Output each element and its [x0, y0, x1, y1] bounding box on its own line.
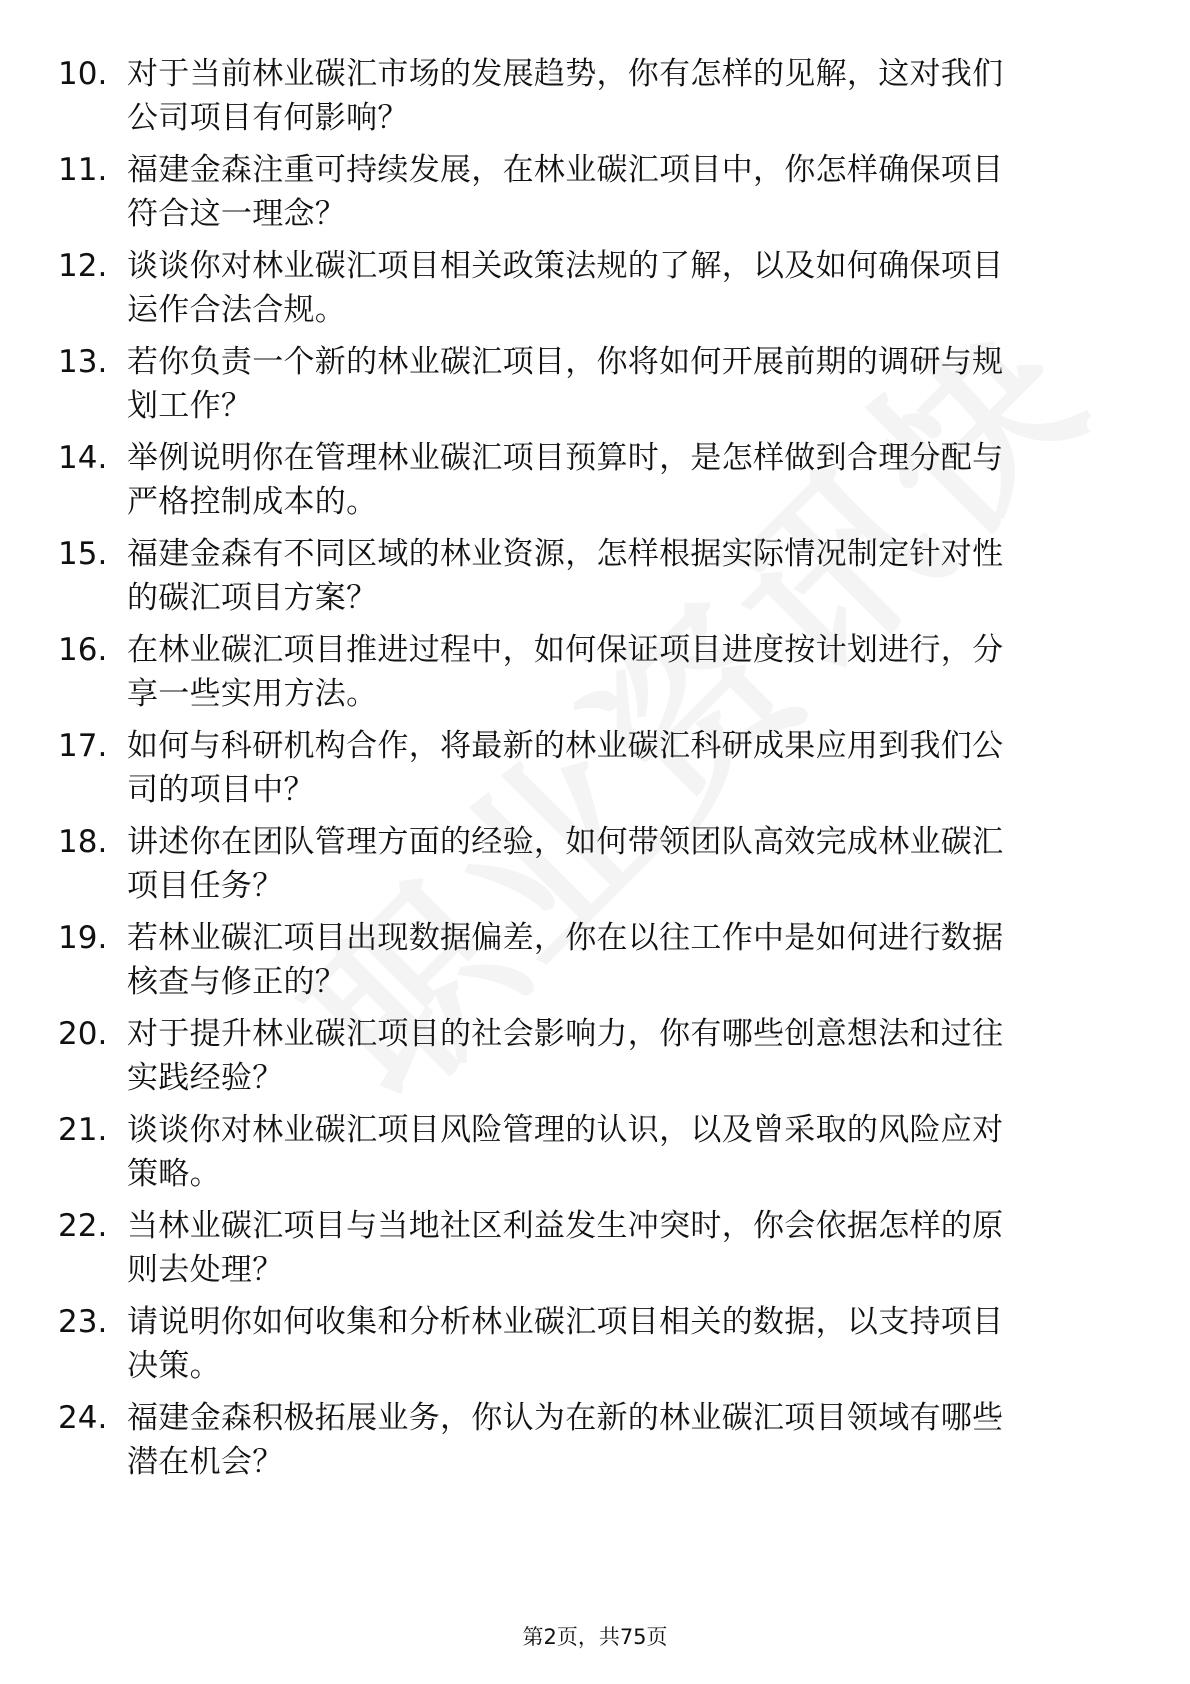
- question-item: [0, 1300, 1190, 1390]
- question-item: [0, 340, 1190, 430]
- question-number: 13.: [58, 344, 108, 380]
- question-number: 16.: [58, 632, 108, 668]
- question-text: 当林业碳汇项目与当地社区利益发生冲突时，你会依据怎样的原 则去处理？: [127, 1208, 1004, 1288]
- question-number: 17.: [58, 728, 108, 764]
- question-item: [0, 1396, 1190, 1486]
- question-number: 14.: [58, 440, 108, 476]
- question-item: [0, 148, 1190, 238]
- question-item: [0, 244, 1190, 334]
- question-number: 21.: [58, 1112, 108, 1148]
- question-item: [0, 52, 1190, 142]
- question-text: 若你负责一个新的林业碳汇项目，你将如何开展前期的调研与规 划工作？: [127, 344, 1004, 424]
- question-item: [0, 628, 1190, 718]
- question-item: [0, 724, 1190, 814]
- question-text: 在林业碳汇项目推进过程中，如何保证项目进度按计划进行，分 享一些实用方法。: [127, 632, 1004, 712]
- question-text: 福建金森积极拓展业务，你认为在新的林业碳汇项目领域有哪些 潜在机会？: [127, 1400, 1004, 1480]
- question-number: 15.: [58, 536, 108, 572]
- question-item: [0, 1204, 1190, 1294]
- question-item: [0, 916, 1190, 1006]
- question-number: 24.: [58, 1400, 108, 1436]
- question-item: [0, 436, 1190, 526]
- question-text: 谈谈你对林业碳汇项目相关政策法规的了解，以及如何确保项目 运作合法合规。: [127, 248, 1004, 328]
- question-item: [0, 532, 1190, 622]
- question-text: 如何与科研机构合作，将最新的林业碳汇科研成果应用到我们公 司的项目中？: [127, 728, 1004, 808]
- question-text: 请说明你如何收集和分析林业碳汇项目相关的数据，以支持项目 决策。: [127, 1304, 1004, 1384]
- question-number: 20.: [58, 1016, 108, 1052]
- question-number: 10.: [58, 56, 108, 92]
- question-text: 讲述你在团队管理方面的经验，如何带领团队高效完成林业碳汇 项目任务？: [127, 824, 1004, 904]
- question-number: 22.: [58, 1208, 108, 1244]
- question-text: 举例说明你在管理林业碳汇项目预算时，是怎样做到合理分配与 严格控制成本的。: [127, 440, 1004, 520]
- question-text: 谈谈你对林业碳汇项目风险管理的认识，以及曾采取的风险应对 策略。: [127, 1112, 1004, 1192]
- question-text: 福建金森有不同区域的林业资源，怎样根据实际情况制定针对性 的碳汇项目方案？: [127, 536, 1004, 616]
- question-text: 若林业碳汇项目出现数据偏差，你在以往工作中是如何进行数据 核查与修正的？: [127, 920, 1004, 1000]
- question-text: 福建金森注重可持续发展，在林业碳汇项目中，你怎样确保项目 符合这一理念？: [127, 152, 1004, 232]
- question-number: 18.: [58, 824, 108, 860]
- question-number: 12.: [58, 248, 108, 284]
- question-number: 19.: [58, 920, 108, 956]
- question-text: 对于当前林业碳汇市场的发展趋势，你有怎样的见解，这对我们 公司项目有何影响？: [127, 56, 1004, 136]
- question-number: 11.: [58, 152, 108, 188]
- question-item: [0, 1012, 1190, 1102]
- question-item: [0, 820, 1190, 910]
- question-item: [0, 1108, 1190, 1198]
- question-number: 23.: [58, 1304, 108, 1340]
- question-text: 对于提升林业碳汇项目的社会影响力，你有哪些创意想法和过往 实践经验？: [127, 1016, 1004, 1096]
- page-number: 第2页，共75页: [522, 1625, 668, 1649]
